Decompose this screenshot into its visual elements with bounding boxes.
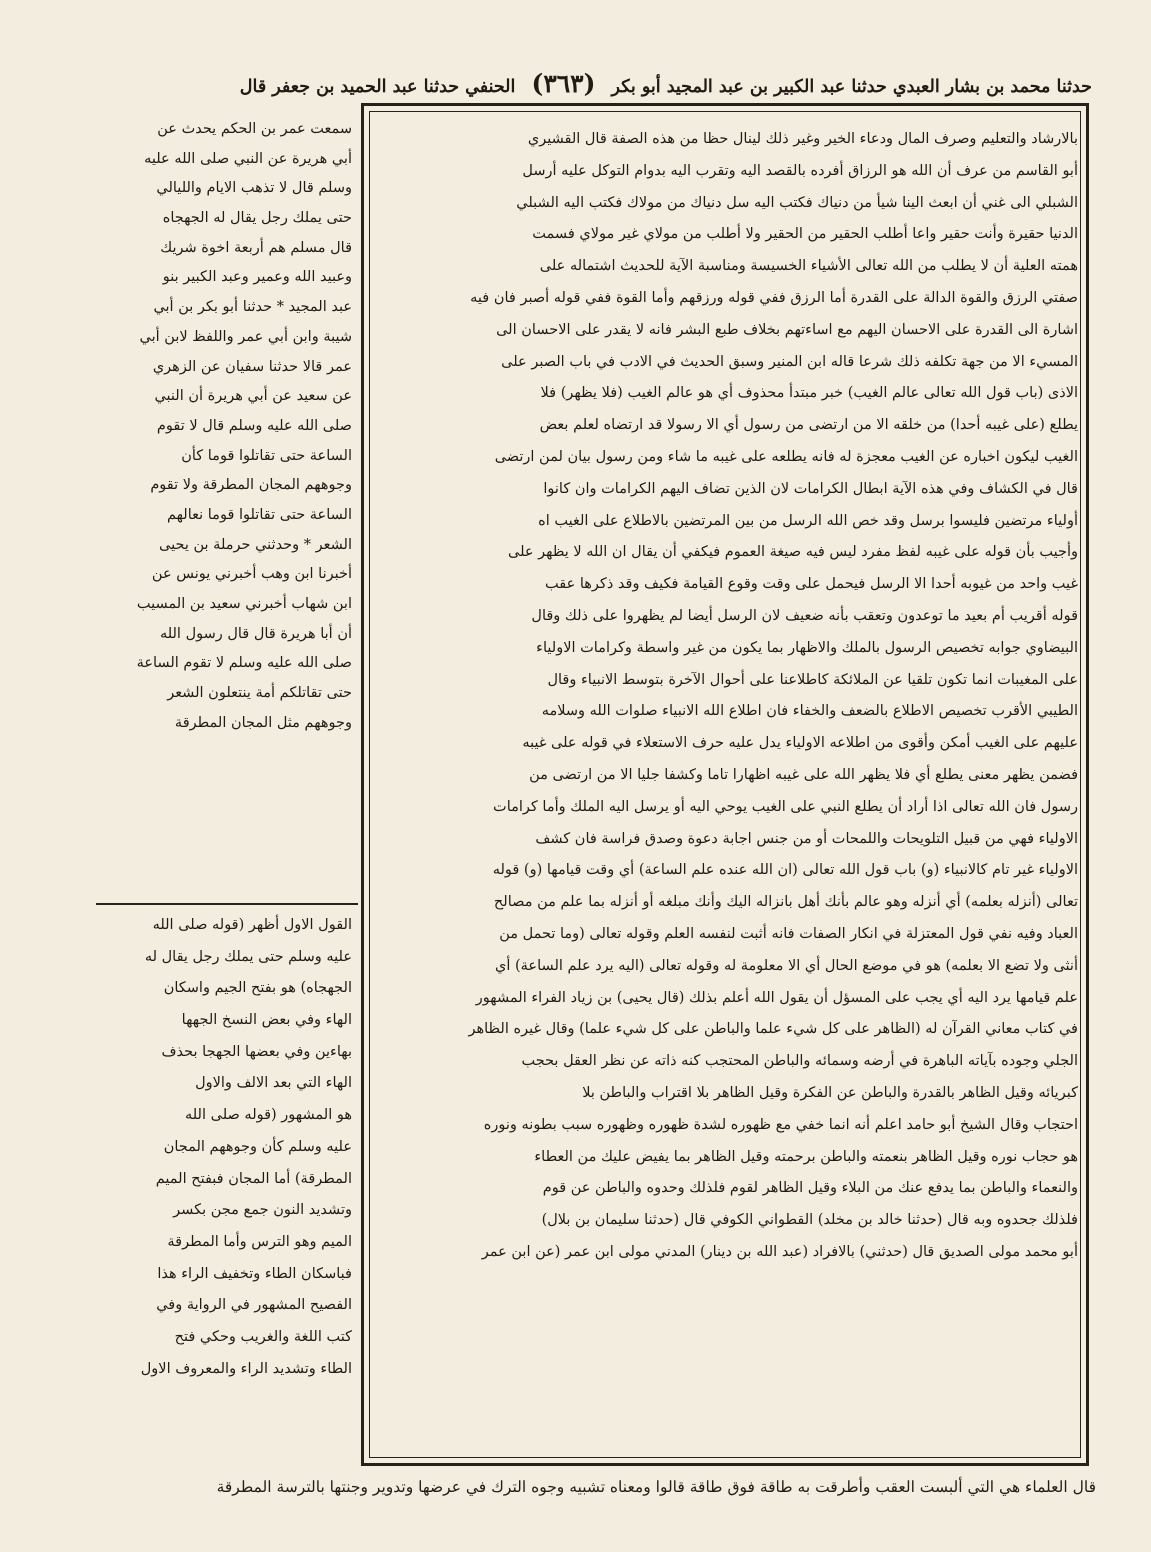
column-divider bbox=[96, 903, 358, 905]
hadith-text-column bbox=[98, 115, 352, 901]
hadith-line: قال مسلم هم أربعة اخوة شريك bbox=[160, 239, 352, 256]
sharh-margin-column bbox=[98, 910, 352, 1458]
margin-line: الفصيح المشهور في الرواية وفي bbox=[156, 1297, 352, 1314]
header-left-text: الحنفي حدثنا عبد الحميد بن جعفر قال bbox=[239, 77, 516, 97]
margin-line: بهاءين وفي بعضها الجهجا بحذف bbox=[161, 1043, 352, 1060]
hadith-line: عن سعيد عن أبي هريرة أن النبي bbox=[154, 388, 352, 405]
commentary-line: صفتي الرزق والقوة الدالة على القدرة أما الرزق ففي قوله ورزقهم وأما القوة ففي قوله أصبر فان فيه bbox=[470, 289, 1078, 306]
hadith-line: عبد المجيد * حدثنا أبو بكر بن أبي bbox=[153, 299, 352, 316]
commentary-line: الاولياء فهي من قبيل التلويحات واللمحات أو من جنس اجابة دعوة وصدق فراسة فان كشف bbox=[535, 830, 1078, 847]
commentary-line: الاذى (باب قول الله تعالى عالم الغيب) خبر مبتدأ محذوف أي هو عالم الغيب (فلا يظهر) فلا bbox=[540, 385, 1078, 402]
margin-line: كتب اللغة والغريب وحكي فتح bbox=[174, 1328, 352, 1345]
commentary-text bbox=[374, 124, 1078, 1460]
commentary-line: العباد وفيه نفي قول المعتزلة في انكار الصفات فانه أثبت لنفسه العلم وقوله تعالى (وما تحمل من bbox=[499, 925, 1078, 942]
commentary-line: فضمن يظهر معنى يطلع أي فلا يظهر الله على غيبه اظهارا تاما وكشفا جليا الا من ارتضى من bbox=[529, 766, 1078, 783]
commentary-line: يطلع (على غيبه أحدا) من خلقه الا من ارتضى من رسول أي الا رسولا قد ارتضاه لعلم بعض bbox=[539, 417, 1078, 434]
margin-line: الهاء التي بعد الالف والاول bbox=[195, 1075, 352, 1092]
commentary-line: أبو محمد مولى الصديق قال (حدثني) بالافراد (عبد الله بن دينار) المدني مولى ابن عمر (عن ابن عمر bbox=[481, 1243, 1078, 1260]
commentary-line: الاولياء غير تام كالانبياء (و) باب قول الله تعالى (ان الله عنده علم الساعة) أي وقت قيامها (و) قوله bbox=[492, 862, 1078, 879]
commentary-line: البيضاوي جوابه تخصيص الرسول بالملك والاظهار بما يكون من غير واسطة وكرامات الاولياء bbox=[536, 639, 1078, 656]
page-footer-text: قال العلماء هي التي ألبست العقب وأطرقت به طاقة فوق طاقة قالوا ومعناه تشبيه وجوه الترك في عرضها وتدوير وجنتها بالترسة المطرقة bbox=[216, 1478, 1096, 1496]
commentary-line: غيب واحد من غيوبه أحدا الا الرسل فيحمل على وقت وقوع القيامة فكيف وقد ذكرها عقب bbox=[545, 576, 1078, 593]
margin-line: وتشديد النون جمع مجن بكسر bbox=[173, 1202, 352, 1219]
hadith-line: صلى الله عليه وسلم قال لا تقوم bbox=[156, 417, 352, 434]
commentary-line: فلذلك جحدوه وبه قال (حدثنا خالد بن مخلد) القطواني الكوفي قال (حدثنا سليمان بن بلال) bbox=[541, 1212, 1078, 1229]
hadith-line: وجوههم المجان المطرقة ولا تقوم bbox=[150, 477, 352, 494]
commentary-line: في كتاب معاني القرآن له (الظاهر على كل شيء علما والباطن على كل شيء علما) وقال غيره الظاهر bbox=[468, 1021, 1078, 1038]
hadith-line: ابن شهاب أخبرني سعيد بن المسيب bbox=[136, 596, 352, 612]
hadith-line: سمعت عمر بن الحكم يحدث عن bbox=[157, 121, 352, 137]
commentary-line: الغيب ليكون اخباره عن الغيب معجزة له فانه يطلعه على غيبه ما شاء ومن رسول بيان لمن ارتضى bbox=[494, 448, 1078, 465]
hadith-line: وسلم قال لا تذهب الايام والليالي bbox=[156, 180, 352, 197]
commentary-line: بالارشاد والتعليم وصرف المال ودعاء الخير وغير ذلك لينال حظا من هذه الصفة قال القشيري bbox=[527, 131, 1078, 147]
header-right-text: حدثنا محمد بن بشار العبدي حدثنا عبد الكبير بن عبد المجيد أبو بكر bbox=[611, 77, 1092, 97]
commentary-line: عليهم على الغيب أمكن وأقوى من اطلاعه الاولياء يدل عليه حرف الاستعلاء في قوله على غيبه bbox=[522, 735, 1078, 752]
hadith-line: الشعر * وحدثني حرملة بن يحيى bbox=[159, 536, 352, 553]
hadith-line: حتى تقاتلكم أمة ينتعلون الشعر bbox=[167, 685, 352, 702]
commentary-line: هو حجاب نوره وقيل الظاهر بنعمته والباطن برحمته وقيل الظاهر بما يفيض عليك من العطاء bbox=[534, 1148, 1078, 1165]
commentary-line: أبو القاسم من عرف أن الله هو الرزاق أفرده بالقصد اليه وتقرب اليه بدوام التوكل عليه أرسل bbox=[522, 162, 1078, 179]
commentary-line: رسول فان الله تعالى اذا أراد أن يطلع النبي على الغيب يوحي اليه أو يرسل اليه الملك وأما كرامات bbox=[493, 798, 1078, 815]
commentary-line: قوله أقريب أم بعيد ما توعدون وتعقب بأنه ضعيف لان الرسل أيضا لم يظهروا على ذلك وقال bbox=[531, 607, 1078, 624]
hadith-line: وجوههم مثل المجان المطرقة bbox=[174, 714, 352, 731]
margin-line: هو المشهور (قوله صلى الله bbox=[184, 1107, 352, 1124]
commentary-line: همته العلية أن لا يطلب من الله تعالى الأشياء الخسيسة ومناسبة الآية للحديث اشتماله على bbox=[539, 258, 1078, 275]
commentary-line: أولياء مرتضين فليسوا برسل وقد خص الله الرسل من بين المرتضين بالاطلاع على الغيب اه bbox=[538, 512, 1078, 529]
hadith-line: الساعة حتى تقاتلوا قوما كأن bbox=[181, 447, 352, 464]
page-header bbox=[92, 62, 1092, 106]
commentary-line: كبريائه وقيل الظاهر بالقدرة والباطن عن الفكرة وقيل الظاهر بلا اقتراب والباطن بلا bbox=[582, 1084, 1078, 1101]
hadith-line: وعبيد الله وعمير وعبد الكبير بنو bbox=[162, 269, 352, 286]
commentary-line: علم قيامها يرد اليه أي يجب على المسؤل أن يقول الله أعلم بذلك (قال يحيى) بن زياد الفراء المشهور bbox=[475, 989, 1078, 1006]
hadith-line: أخبرنا ابن وهب أخبرني يونس عن bbox=[151, 566, 352, 583]
commentary-line: الطيبي الأقرب تخصيص الاطلاع بالضعف والخفاء فان اطلاع الله الانبياء صلوات الله وسلامه bbox=[541, 703, 1078, 720]
commentary-line: الدنيا حقيرة وأنت حقير واعا أطلب الحقير من الحقير ولا أطلب من مولاي غير مولاي فسمت bbox=[532, 226, 1078, 243]
commentary-line: المسيء الا من جهة تكلفه ذلك شرعا قاله ابن المنير وسبق الحديث في الادب في باب الصبر على bbox=[501, 353, 1078, 370]
commentary-line: قال في الكشاف وفي هذه الآية ابطال الكرامات لان الذين تضاف اليهم الكرامات وان كانوا bbox=[543, 480, 1078, 497]
page-number: (٣٦٣) bbox=[531, 69, 596, 98]
margin-line: فباسكان الطاء وتخفيف الراء هذا bbox=[157, 1265, 352, 1282]
margin-line: الجهجاه) هو بفتح الجيم واسكان bbox=[163, 980, 352, 997]
margin-line: الميم وهو الترس وأما المطرقة bbox=[167, 1233, 352, 1250]
hadith-line: حتى يملك رجل يقال له الجهجاه bbox=[162, 210, 352, 227]
commentary-line: تعالى (أنزله بعلمه) أي أنزله وهو عالم بأنك أهل بانزاله اليك وأنك مبلغه أو أنزله بما علم من مصالح bbox=[493, 894, 1078, 911]
margin-line: الهاء وفي بعض النسخ الجهها bbox=[181, 1012, 352, 1029]
margin-line: المطرقة) أما المجان فبفتح الميم bbox=[155, 1170, 352, 1187]
commentary-line: أنثى ولا تضع الا بعلمه) هو في موضع الحال أي الا معلومة له وقوله تعالى (اليه يرد علم الساعة) أي bbox=[495, 957, 1078, 974]
hadith-line: صلى الله عليه وسلم لا تقوم الساعة bbox=[136, 655, 352, 672]
commentary-line: على المغيبات انما تكون تلقيا عن الملائكة كاطلاعنا على أحوال الآخرة بتوسط الانبياء وقال bbox=[547, 671, 1078, 688]
commentary-line: والنعماء والباطن بما يدفع عنك من البلاء وقيل الظاهر لقوم فلذلك وحدوه والباطن عن قوم bbox=[542, 1180, 1078, 1197]
hadith-line: شيبة وابن أبي عمر واللفظ لابن أبي bbox=[139, 328, 352, 345]
margin-line: القول الاول أظهر (قوله صلى الله bbox=[152, 917, 352, 933]
hadith-line: أبي هريرة عن النبي صلى الله عليه bbox=[144, 150, 352, 167]
hadith-line: أن أبا هريرة قال قال رسول الله bbox=[159, 625, 352, 642]
margin-line: عليه وسلم حتى يملك رجل يقال له bbox=[144, 948, 352, 965]
commentary-line: اشارة الى القدرة على الاحسان اليهم مع اساءتهم بخلاف طبع البشر فانه لا يقدر على الاحسان الى bbox=[496, 321, 1078, 338]
margin-line: عليه وسلم كأن وجوههم المجان bbox=[163, 1138, 352, 1155]
commentary-line: الجلي وجوده بآياته الباهرة في أرضه وسمائه والباطن المحتجب كنه ذاته عن نظر العقل بحجب bbox=[521, 1053, 1078, 1070]
hadith-line: عمر قالا حدثنا سفيان عن الزهري bbox=[152, 358, 352, 375]
commentary-line: وأجيب بأن قوله على غيبه لفظ مفرد ليس فيه صيغة العموم فيكفي أن يقال ان الله لا يظهر على bbox=[508, 544, 1078, 561]
hadith-line: الساعة حتى تقاتلوا قوما نعالهم bbox=[166, 506, 352, 523]
commentary-line: احتجاب وقال الشيخ أبو حامد اعلم أنه انما خفي مع ظهوره لشدة ظهوره وظهوره سبب بطونه ونوره bbox=[483, 1116, 1078, 1133]
margin-line: الطاء وتشديد الراء والمعروف الاول bbox=[140, 1360, 352, 1377]
commentary-line: الشبلي الى غني أن ابعث الينا شيأ من دنياك فكتب اليه سل دنياك من مولاك فكتب اليه الشبلي bbox=[516, 194, 1078, 211]
